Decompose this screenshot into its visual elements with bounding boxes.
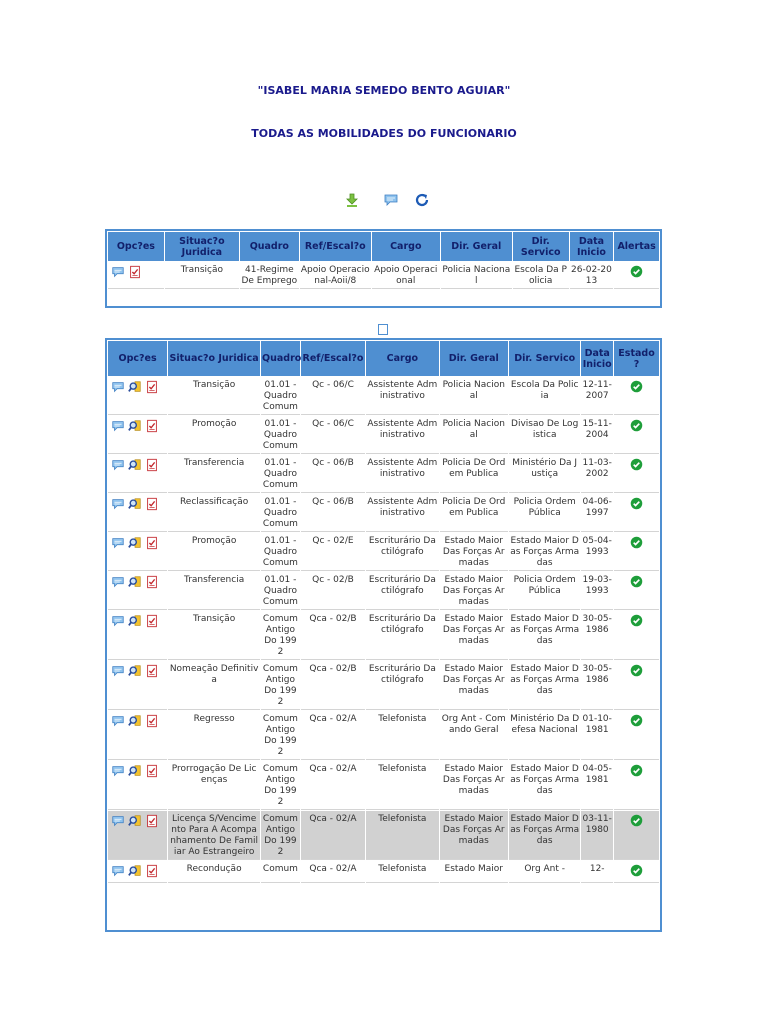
comment-icon[interactable]: [111, 864, 125, 878]
cell-cargo: Escriturário Dactilógrafo: [366, 572, 438, 610]
status-cell: [614, 416, 659, 454]
row-options: [108, 861, 167, 883]
cell-situacao: Promoção: [168, 416, 260, 454]
comment-icon[interactable]: [111, 664, 125, 678]
cell-dir-geral: Estado Maior: [440, 861, 508, 883]
comment-icon[interactable]: [111, 764, 125, 778]
cell-dir-servico: Policia Ordem Pública: [509, 494, 580, 532]
cell-dir-servico: Divisao De Logistica: [509, 416, 580, 454]
cell-cargo: Telefonista: [366, 761, 438, 810]
column-header[interactable]: Dir. Servico: [513, 232, 569, 261]
cell-data: 12-11-2007: [581, 377, 613, 415]
cell-situacao: Promoção: [168, 533, 260, 571]
check-ok-icon: [630, 419, 643, 432]
cell-cargo: Telefonista: [366, 711, 438, 760]
cell-cargo: Telefonista: [366, 811, 438, 860]
search-icon[interactable]: [128, 380, 142, 394]
cell-situacao: Transição: [168, 377, 260, 415]
cell-cargo: Assistente Administrativo: [366, 455, 438, 493]
table-row: [108, 811, 659, 860]
status-cell: [614, 455, 659, 493]
cell-dir-servico: Ministério Da Defesa Nacional: [509, 711, 580, 760]
check-ok-icon: [630, 614, 643, 627]
cell-ref: Qca - 02/B: [301, 611, 365, 660]
column-header[interactable]: Quadro: [240, 232, 299, 261]
search-icon[interactable]: [128, 536, 142, 550]
cell-ref: Qc - 06/C: [301, 377, 365, 415]
check-ok-icon: [630, 458, 643, 471]
cell-data: 05-04-1993: [581, 533, 613, 571]
checklist-icon[interactable]: [145, 614, 159, 628]
cell-quadro: 01.01 - Quadro Comum: [261, 416, 300, 454]
cell-cargo: Assistente Administrativo: [366, 416, 438, 454]
comment-icon[interactable]: [111, 458, 125, 472]
row-options: [108, 494, 167, 532]
row-options: [108, 661, 167, 710]
cell-cargo: Apoio Operacional: [372, 262, 440, 289]
table-header: [108, 232, 659, 261]
cell-dir-servico: Escola Da Policia: [509, 377, 580, 415]
column-header[interactable]: Situac?o Juridica: [165, 232, 239, 261]
cell-situacao: Nomeação Definitiva: [168, 661, 260, 710]
table-row: [108, 761, 659, 810]
cell-ref: Qca - 02/A: [301, 861, 365, 883]
cell-cargo: Escriturário Dactilógrafo: [366, 611, 438, 660]
checklist-icon[interactable]: [145, 814, 159, 828]
check-ok-icon: [630, 714, 643, 727]
check-ok-icon: [630, 864, 643, 877]
cell-quadro: Comum Antigo Do 1992: [261, 711, 300, 760]
column-header[interactable]: Dir. Geral: [441, 232, 512, 261]
cell-ref: Qca - 02/A: [301, 811, 365, 860]
row-options: [108, 811, 167, 860]
column-header[interactable]: Quadro: [261, 341, 300, 376]
table-row: [108, 533, 659, 571]
expand-toggle[interactable]: [378, 324, 388, 335]
cell-dir-servico: Estado Maior Das Forças Armadas: [509, 533, 580, 571]
status-cell: [614, 611, 659, 660]
search-icon[interactable]: [128, 764, 142, 778]
cell-dir-servico: Estado Maior Das Forças Armadas: [509, 611, 580, 660]
row-options: [108, 455, 167, 493]
comment-icon[interactable]: [111, 419, 125, 433]
status-cell: [614, 262, 659, 289]
cell-data: 15-11-2004: [581, 416, 613, 454]
comment-icon[interactable]: [383, 192, 399, 208]
cell-dir-servico: Escola Da Policia: [513, 262, 569, 289]
checklist-icon[interactable]: [145, 575, 159, 589]
row-options: [108, 416, 167, 454]
status-cell: [614, 661, 659, 710]
row-options: [108, 533, 167, 571]
table-row: [108, 861, 659, 883]
check-ok-icon: [630, 664, 643, 677]
checklist-icon[interactable]: [145, 764, 159, 778]
cell-situacao: Transferencia: [168, 455, 260, 493]
column-header[interactable]: Opc?es: [108, 341, 167, 376]
checklist-icon[interactable]: [145, 380, 159, 394]
column-header[interactable]: Ref/Escal?o: [301, 341, 365, 376]
row-options: [108, 761, 167, 810]
checklist-icon[interactable]: [145, 419, 159, 433]
cell-dir-geral: Estado Maior Das Forças Armadas: [440, 661, 508, 710]
status-cell: [614, 494, 659, 532]
column-header[interactable]: Opc?es: [108, 232, 164, 261]
cell-situacao: Transferencia: [168, 572, 260, 610]
cell-dir-servico: Estado Maior Das Forças Armadas: [509, 661, 580, 710]
cell-quadro: 01.01 - Quadro Comum: [261, 494, 300, 532]
cell-dir-geral: Org Ant - Comando Geral: [440, 711, 508, 760]
cell-cargo: Telefonista: [366, 861, 438, 883]
cell-cargo: Escriturário Dactilógrafo: [366, 661, 438, 710]
cell-data: 19-03-1993: [581, 572, 613, 610]
search-icon[interactable]: [128, 497, 142, 511]
table-row: [108, 377, 659, 415]
table-row: [108, 711, 659, 760]
cell-dir-servico: Policia Ordem Pública: [509, 572, 580, 610]
cell-situacao: Recondução: [168, 861, 260, 883]
cell-ref: Qca - 02/A: [301, 711, 365, 760]
column-header[interactable]: Situac?o Juridica: [168, 341, 260, 376]
cell-situacao: Transição: [165, 262, 239, 289]
checklist-icon[interactable]: [145, 497, 159, 511]
check-ok-icon: [630, 575, 643, 588]
cell-quadro: 01.01 - Quadro Comum: [261, 377, 300, 415]
cell-situacao: Reclassificação: [168, 494, 260, 532]
cell-ref: Qc - 06/C: [301, 416, 365, 454]
cell-ref: Qc - 06/B: [301, 494, 365, 532]
cell-cargo: Escriturário Dactilógrafo: [366, 533, 438, 571]
status-cell: [614, 761, 659, 810]
column-header[interactable]: Data Inicio: [581, 341, 613, 376]
check-ok-icon: [630, 380, 643, 393]
cell-data: 11-03-2002: [581, 455, 613, 493]
download-icon[interactable]: [344, 192, 360, 208]
cell-dir-geral: Estado Maior Das Forças Armadas: [440, 761, 508, 810]
cell-quadro: Comum Antigo Do 1992: [261, 611, 300, 660]
cell-situacao: Licença S/Vencimento Para A Acompanhamento De Familiar Ao Estrangeiro: [168, 811, 260, 860]
cell-quadro: Comum Antigo Do 1992: [261, 761, 300, 810]
cell-data: 04-05-1981: [581, 761, 613, 810]
checklist-icon[interactable]: [145, 458, 159, 472]
comment-icon[interactable]: [111, 614, 125, 628]
column-header[interactable]: Data Inicio: [570, 232, 614, 261]
search-icon[interactable]: [128, 458, 142, 472]
checklist-icon[interactable]: [128, 265, 142, 279]
refresh-icon[interactable]: [414, 192, 430, 208]
cell-quadro: 01.01 - Quadro Comum: [261, 572, 300, 610]
row-options: [108, 377, 167, 415]
cell-quadro: Comum Antigo Do 1992: [261, 661, 300, 710]
column-header[interactable]: Dir. Servico: [509, 341, 580, 376]
table-row: [108, 262, 659, 289]
search-icon[interactable]: [128, 419, 142, 433]
cell-ref: Apoio Operacional-Aoii/8: [300, 262, 371, 289]
row-options: [108, 711, 167, 760]
current-mobility-table: [105, 229, 662, 308]
table-row: [108, 455, 659, 493]
status-cell: [614, 377, 659, 415]
table-row: [108, 611, 659, 660]
search-icon[interactable]: [128, 575, 142, 589]
comment-icon[interactable]: [111, 714, 125, 728]
table-row: [108, 416, 659, 454]
column-header[interactable]: Estado ?: [614, 341, 659, 376]
checklist-icon[interactable]: [145, 864, 159, 878]
search-icon[interactable]: [128, 714, 142, 728]
cell-dir-geral: Policia Nacional: [441, 262, 512, 289]
cell-ref: Qca - 02/B: [301, 661, 365, 710]
cell-dir-servico: Ministério Da Justiça: [509, 455, 580, 493]
cell-quadro: 01.01 - Quadro Comum: [261, 455, 300, 493]
column-header[interactable]: Alertas: [614, 232, 659, 261]
column-header[interactable]: Ref/Escal?o: [300, 232, 371, 261]
row-options: [108, 572, 167, 610]
cell-data: 12-: [581, 861, 613, 883]
comment-icon[interactable]: [111, 497, 125, 511]
cell-ref: Qca - 02/A: [301, 761, 365, 810]
table-header: [108, 341, 659, 376]
status-cell: [614, 533, 659, 571]
check-ok-icon: [630, 814, 643, 827]
row-options: [108, 611, 167, 660]
cell-dir-geral: Policia De Ordem Publica: [440, 494, 508, 532]
column-header[interactable]: Cargo: [366, 341, 438, 376]
cell-situacao: Regresso: [168, 711, 260, 760]
check-ok-icon: [630, 536, 643, 549]
page-subtitle: TODAS AS MOBILIDADES DO FUNCIONARIO: [251, 127, 517, 140]
cell-situacao: Prorrogação De Licenças: [168, 761, 260, 810]
comment-icon[interactable]: [111, 575, 125, 589]
column-header[interactable]: Cargo: [372, 232, 440, 261]
cell-dir-geral: Policia Nacional: [440, 416, 508, 454]
status-cell: [614, 811, 659, 860]
mobility-history-table: [105, 338, 662, 932]
cell-quadro: Comum: [261, 861, 300, 883]
cell-dir-geral: Policia Nacional: [440, 377, 508, 415]
cell-ref: Qc - 02/B: [301, 572, 365, 610]
table-row: [108, 494, 659, 532]
check-ok-icon: [630, 265, 643, 278]
cell-quadro: 01.01 - Quadro Comum: [261, 533, 300, 571]
status-cell: [614, 711, 659, 760]
search-icon[interactable]: [128, 664, 142, 678]
cell-dir-geral: Estado Maior Das Forças Armadas: [440, 611, 508, 660]
comment-icon[interactable]: [111, 536, 125, 550]
cell-data: 04-06-1997: [581, 494, 613, 532]
cell-ref: Qc - 02/E: [301, 533, 365, 571]
cell-dir-geral: Estado Maior Das Forças Armadas: [440, 572, 508, 610]
cell-data: 30-05-1986: [581, 661, 613, 710]
cell-cargo: Assistente Administrativo: [366, 377, 438, 415]
cell-quadro: 41-Regime De Emprego: [240, 262, 299, 289]
employee-name: "ISABEL MARIA SEMEDO BENTO AGUIAR": [257, 84, 511, 97]
cell-quadro: Comum Antigo Do 1992: [261, 811, 300, 860]
cell-data: 03-11-1980: [581, 811, 613, 860]
cell-dir-geral: Estado Maior Das Forças Armadas: [440, 811, 508, 860]
comment-icon[interactable]: [111, 814, 125, 828]
cell-cargo: Assistente Administrativo: [366, 494, 438, 532]
table-row: [108, 661, 659, 710]
cell-situacao: Transição: [168, 611, 260, 660]
cell-dir-servico: Estado Maior Das Forças Armadas: [509, 811, 580, 860]
cell-data: 26-02-2013: [570, 262, 614, 289]
checklist-icon[interactable]: [145, 536, 159, 550]
comment-icon[interactable]: [111, 265, 125, 279]
search-icon[interactable]: [128, 864, 142, 878]
cell-ref: Qc - 06/B: [301, 455, 365, 493]
table-row: [108, 572, 659, 610]
status-cell: [614, 572, 659, 610]
comment-icon[interactable]: [111, 380, 125, 394]
checklist-icon[interactable]: [145, 664, 159, 678]
checklist-icon[interactable]: [145, 714, 159, 728]
row-options: [108, 262, 164, 289]
check-ok-icon: [630, 497, 643, 510]
cell-dir-servico: Org Ant -: [509, 861, 580, 883]
search-icon[interactable]: [128, 614, 142, 628]
cell-dir-geral: Policia De Ordem Publica: [440, 455, 508, 493]
cell-dir-geral: Estado Maior Das Forças Armadas: [440, 533, 508, 571]
cell-data: 01-10-1981: [581, 711, 613, 760]
column-header[interactable]: Dir. Geral: [440, 341, 508, 376]
check-ok-icon: [630, 764, 643, 777]
toolbar: [0, 192, 768, 208]
cell-data: 30-05-1986: [581, 611, 613, 660]
status-cell: [614, 861, 659, 883]
cell-dir-servico: Estado Maior Das Forças Armadas: [509, 761, 580, 810]
search-icon[interactable]: [128, 814, 142, 828]
